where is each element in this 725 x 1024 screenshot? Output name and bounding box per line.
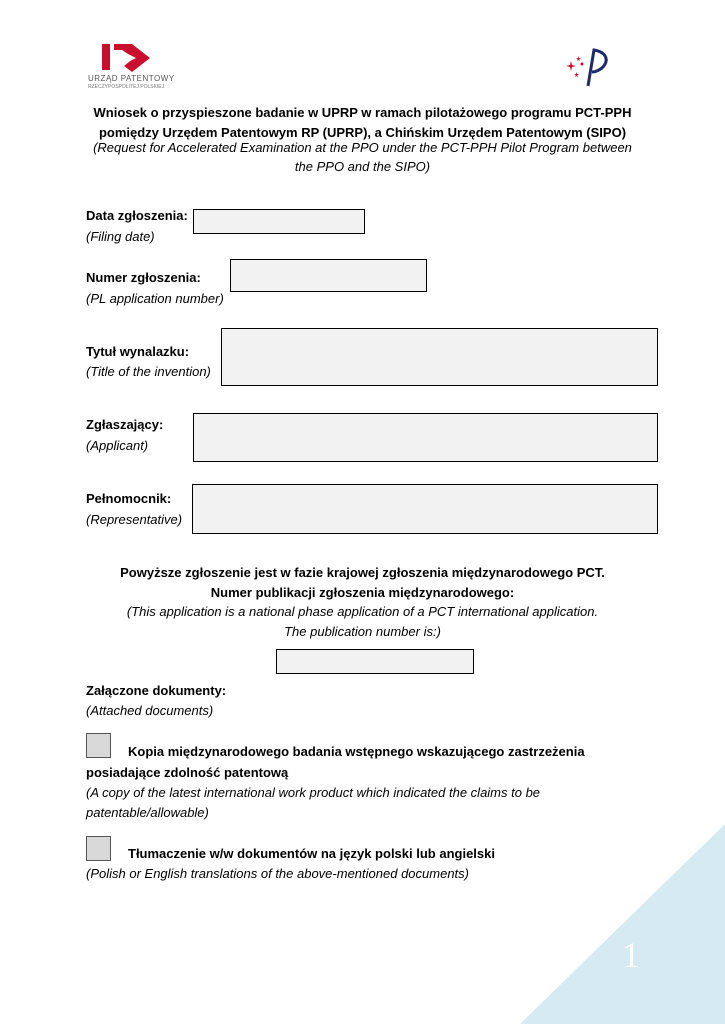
attachments-label: Załączone dokumenty: (86, 683, 227, 698)
app-number-label: Numer zgłoszenia: (86, 270, 201, 285)
attachment-1-line1: Kopia międzynarodowego badania wstępnego wskazującego zastrzeżenia (128, 744, 585, 759)
applicant-label-en: (Applicant) (86, 438, 149, 453)
title-pl-line2: pomiędzy Urzędem Patentowym RP (UPRP), a Chińskim Urzędem Patentowym (SIPO) (98, 125, 627, 140)
filing-date-label: Data zgłoszenia: (86, 208, 188, 223)
representative-field[interactable] (192, 484, 658, 534)
attachment-2-en: (Polish or English translations of the above-mentioned documents) (86, 866, 469, 881)
pph-logo-icon (562, 46, 612, 90)
pct-number-field[interactable] (276, 649, 474, 674)
uprp-logo (88, 42, 175, 92)
logo-text-line2: RZECZYPOSPOLITEJ POLSKIEJ (88, 84, 165, 90)
attachment-1-en-line1: (A copy of the latest international work product which indicated the claims to be (86, 785, 541, 800)
attachment-2-checkbox[interactable] (86, 836, 111, 861)
representative-label: Pełnomocnik: (86, 491, 172, 506)
corner-decoration (520, 824, 725, 1024)
title-en-line1: (Request for Accelerated Examination at the PPO under the PCT-PPH Pilot Program between (93, 140, 632, 155)
title-en-line2: the PPO and the SIPO) (294, 159, 431, 174)
applicant-field[interactable] (193, 413, 658, 462)
attachments-label-en: (Attached documents) (86, 703, 214, 718)
attachment-2-line1: Tłumaczenie w/w dokumentów na język polski lub angielski (128, 846, 495, 861)
title-pl-line1: Wniosek o przyspieszone badanie w UPRP w ramach pilotażowego programu PCT-PPH (93, 105, 632, 120)
filing-date-label-en: (Filing date) (86, 229, 155, 244)
applicant-label: Zgłaszający: (86, 417, 164, 432)
pph-logo (562, 46, 612, 90)
attachment-1-checkbox[interactable] (86, 733, 111, 758)
title-invention-label: Tytuł wynalazku: (86, 344, 190, 359)
attachment-1-en-line2: patentable/allowable) (86, 805, 209, 820)
pct-line3: (This application is a national phase application of a PCT international application. (126, 604, 599, 619)
pct-line4: The publication number is:) (284, 624, 441, 639)
representative-label-en: (Representative) (86, 512, 183, 527)
title-invention-field[interactable] (221, 328, 658, 386)
page-number: 1 (622, 935, 640, 975)
uprp-logo-icon (88, 42, 168, 78)
title-invention-label-en: (Title of the invention) (86, 364, 211, 379)
app-number-label-en: (PL application number) (86, 291, 224, 306)
pct-line1: Powyższe zgłoszenie jest w fazie krajowej zgłoszenia międzynarodowego PCT. (120, 565, 605, 580)
logo-text-line1: URZĄD PATENTOWY (88, 74, 175, 83)
pct-line2: Numer publikacji zgłoszenia międzynarodowego: (210, 585, 515, 600)
filing-date-field[interactable] (193, 209, 365, 234)
app-number-field[interactable] (230, 259, 427, 292)
attachment-1-line2: posiadające zdolność patentową (86, 765, 289, 780)
